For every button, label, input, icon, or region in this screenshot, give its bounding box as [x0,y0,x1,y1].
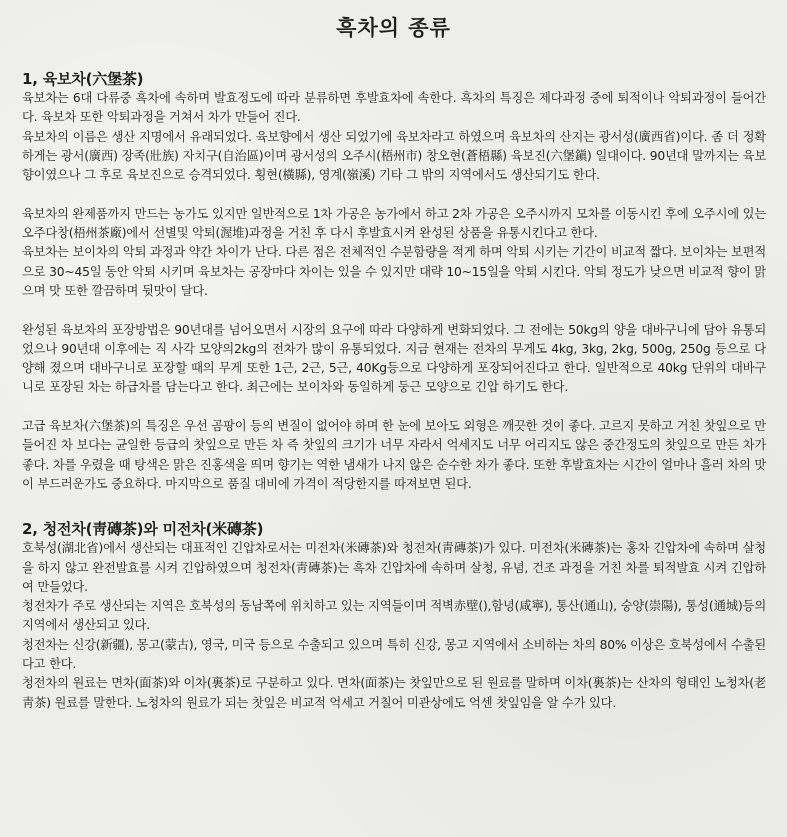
paragraph: 청전차는 신강(新疆), 몽고(蒙古), 영국, 미국 등으로 수출되고 있으며 특히 신강, 몽고 지역에서 소비하는 차의 80% 이상은 호북성에서 수출된다고 한다. [22,637,766,672]
paragraph-gap [22,398,766,417]
paragraph-gap [22,185,766,204]
page-title: 흑차의 종류 [336,16,451,40]
paragraph: 육보차의 완제품까지 만드는 농가도 있지만 일반적으로 1차 가공은 농가에서 하고 2차 가공은 오주시까지 모차를 이동시킨 후에 오주시에 있는 오주다창(梧州茶廠)에서 선별및 악퇴(渥堆)과정을 거친 후 다시 후발효시켜 완성된 상품을 유통시킨다고 한다. [22,206,766,241]
section-heading-liubao: 1, 육보차(六堡茶) [22,70,144,88]
paragraph: 청전차의 원료는 면차(面茶)와 이차(裏茶)로 구분하고 있다. 면차(面茶)는 찻잎만으로 된 원료를 말하며 이차(裏茶)는 산차의 형태인 노청차(老靑茶) 원료를 말한다. 노청차의 원료가 되는 찻잎은 비교적 억세고 거칠어 미관상에도 억센 찻잎임을 알 수가 있다. [22,676,766,710]
paragraph: 고급 육보차(六堡茶)의 특징은 우선 곰팡이 등의 변질이 없어야 하며 한 눈에 보아도 외형은 깨끗한 것이 좋다. 고르지 못하고 거친 찻잎으로 만들어진 차 보다는 균일한 등급의 찻잎으로 만든 차 즉 찻잎의 크기가 너무 자라서 억세지도 너무 어리지도 않은 중간정도의 찻잎으로 만든 차가 좋다. 차를 우렸을 때 탕색은 맑은 진홍색을 띄며 향기는 역한 냄새가 나지 않은 순수한 차가 좋다. 또한 후발효차는 시간이 얼마나 흘러 차의 맛이 부드러운가도 중요하다. 마지막으로 품질 대비에 가격이 적당한지를 따져보면 된다. [22,419,766,491]
paragraph: 완성된 육보차의 포장방법은 90년대를 넘어오면서 시장의 요구에 따라 다양하게 변화되었다. 그 전에는 50kg의 양을 대바구니에 담아 유통되었으나 90년대 이후에는 직 사각 모양의2kg의 전차가 많이 유통되었다. 지금 현재는 전차의 무게도 4kg, 3kg, 2kg, 500g, 250g 등으로 다양해 졌으며 대바구니로 포장할 때의 무게 또한 1근, 2근, 5근, 40Kg등으로 다양하게 포장되어진다고 한다. 일반적으로 40kg 단위의 대바구니로 포장된 차는 하급차를 담는다고 한다. 최근에는 보이차와 동일하게 둥근 모양으로 긴압 하기도 한다. [22,322,766,395]
paragraph: 육보차는 6대 다류중 흑차에 속하며 발효정도에 따라 분류하면 후발효차에 속한다. 흑차의 특징은 제다과정 중에 퇴적이나 악퇴과정이 들어간다. 육보차 또한 악퇴과정을 거쳐서 차가 만들어 진다. [22,91,766,125]
section-heading-qingzhuan-mizhuan: 2, 청전차(靑磚茶)와 미전차(米磚茶) [22,520,264,539]
paragraph: 육보차의 이름은 생산 지명에서 유래되었다. 육보향에서 생산 되었기에 육보차라고 하였으며 육보차의 산지는 광서성(廣西省)이다. 좀 더 정확하게는 광서(廣西) 장족(壯族) 자치구(自治區)이며 광서성의 오주시(梧州市) 창오현(蒼梧縣) 육보진(六堡鎭) 일대이다. 90년대 말까지는 육보향이였으나 그 후로 육보진으로 승격되었다. 횡현(橫縣), 영계(嶺溪) 기타 그 밖의 지역에서도 생산되기도 한다. [22,129,766,183]
paragraph: 육보차는 보이차의 악퇴 과정과 약간 차이가 난다. 다른 점은 전체적인 수분함량을 적게 하며 악퇴 시키는 기간이 비교적 짧다. 보이차는 보편적으로 30~45일 동안 악퇴 시키며 육보차는 공장마다 차이는 있을 수 있지만 대략 10~15일을 악퇴 시킨다. 악퇴 정도가 낮으면 비교적 향이 맑으며 맛 또한 깔끔하며 뒷맛이 달다. [22,245,766,298]
paragraph: 호북성(湖北省)에서 생산되는 대표적인 긴압차로서는 미전차(米磚茶)와 청전차(靑磚茶)가 있다. 미전차(米磚茶)는 홍차 긴압차에 속하며 살청을 하지 않고 완전발효를 시켜 긴압하였으며 청전차(靑磚茶)는 흑차 긴압차에 속하며 살청, 유념, 건조 과정을 거친 차를 퇴적발효 시켜 긴압하여 만들었다. [22,541,766,594]
section-gap [22,494,766,520]
paragraph-gap [22,301,766,320]
paragraph: 청전차가 주로 생산되는 지역은 호북성의 동남쪽에 위치하고 있는 지역들이며 적벽赤壁(),함녕(咸寧), 통산(通山), 숭양(崇陽), 통성(通城)등의 지역에서 생산되고 있다. [22,599,766,633]
article-body [22,70,766,713]
